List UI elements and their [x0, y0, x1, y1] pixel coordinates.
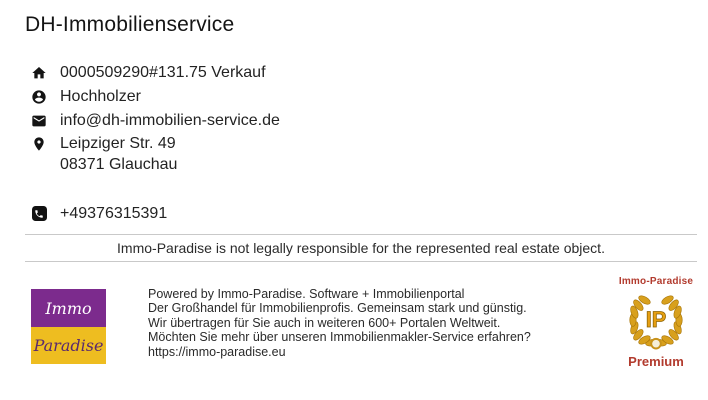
contact-row-object [31, 64, 280, 81]
contact-person: Hochholzer [60, 87, 141, 105]
person-icon [31, 89, 47, 105]
home-icon [31, 65, 47, 81]
mail-icon [31, 113, 47, 129]
immo-paradise-logo [31, 289, 106, 364]
legal-disclaimer: Immo-Paradise is not legally responsible for the represented real estate object. [117, 240, 605, 256]
contact-row-person [31, 88, 280, 105]
phone-icon [31, 206, 47, 222]
street-line: Leipziger Str. 49 [60, 135, 176, 152]
badge-premium-label: Premium [628, 354, 684, 369]
divider-bottom [25, 261, 697, 262]
phone-number: +49376315391 [60, 204, 168, 222]
about-line-4: Möchten Sie mehr über unseren Immobilienmakler-Service erfahren? [148, 330, 531, 345]
ip-monogram: IP [645, 307, 667, 333]
object-number: 0000509290#131.75 Verkauf [60, 63, 266, 81]
location-icon [31, 136, 47, 152]
badge-brand-label: Immo-Paradise [618, 276, 694, 287]
page-title: DH-Immobilienservice [25, 13, 235, 36]
contact-list [31, 64, 280, 229]
logo-top-half [31, 289, 106, 327]
contact-row-phone [31, 205, 280, 222]
laurel-wreath-icon [624, 288, 688, 352]
about-line-2: Der Großhandel für Immobilienprofis. Gemeinsam stark und günstig. [148, 301, 527, 316]
about-line-1: Powered by Immo-Paradise. Software + Immobilienportal [148, 287, 465, 301]
contact-row-email [31, 112, 280, 129]
footer-about-text [148, 287, 531, 359]
logo-bottom-half [31, 327, 106, 364]
street-and-city [60, 133, 177, 175]
logo-immo-text: Immo [45, 298, 92, 318]
contact-row-address [31, 136, 280, 178]
premium-badge [611, 276, 701, 369]
about-line-3: Wir übertragen für Sie auch in weiteren 600+ Portalen Weltweit. [148, 315, 501, 330]
logo-paradise-text: Paradise [33, 336, 104, 355]
city-line: 08371 Glauchau [60, 156, 178, 173]
email-address[interactable]: info@dh-immobilien-service.de [60, 111, 280, 129]
divider-top [25, 234, 697, 235]
immo-paradise-url[interactable]: https://immo-paradise.eu [148, 344, 286, 359]
